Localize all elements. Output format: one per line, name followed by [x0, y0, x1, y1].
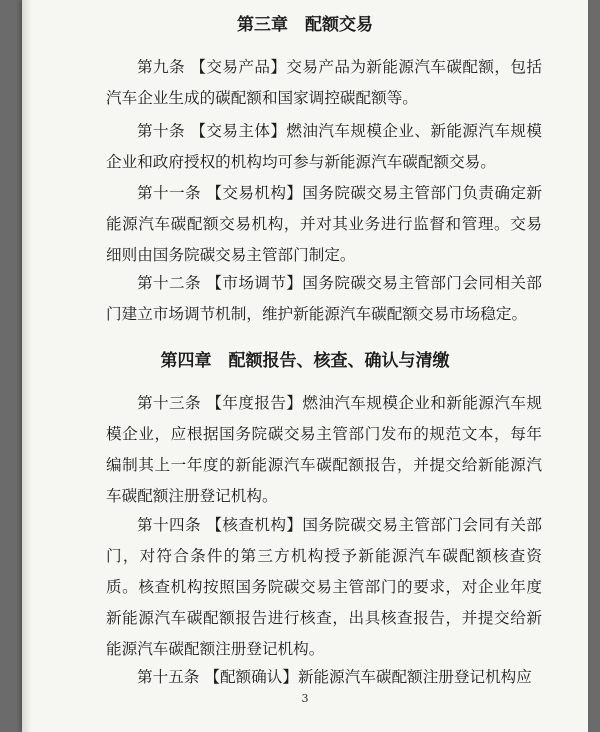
article-number: 第十一条 [137, 184, 201, 202]
article-label: 【市场调节】 [206, 274, 303, 292]
article-number: 第十四条 [137, 516, 201, 534]
article-text: 国务院碳交易主管部门会同相关部门建立市场调节机制，维护新能源汽车碳配额交易市场稳定。 [106, 274, 542, 323]
article-label: 【交易产品】 [190, 58, 287, 76]
article-text: 交易产品为新能源汽车碳配额，包括汽车企业生成的碳配额和国家调控碳配额等。 [106, 58, 542, 107]
article-text: 国务院碳交易主管部门负责确定新能源汽车碳配额交易机构，并对其业务进行监督和管理。交易细则由国务院碳交易主管部门制定。 [106, 184, 542, 264]
article-number: 第九条 [137, 58, 185, 76]
article-14 [106, 510, 542, 665]
article-10 [106, 116, 542, 178]
article-11 [106, 178, 542, 271]
article-label: 【交易机构】 [206, 184, 303, 202]
article-9 [106, 52, 542, 114]
page-number: 3 [301, 692, 309, 705]
chapter-4-heading: 第四章 配额报告、核查、确认与清缴 [160, 351, 450, 371]
article-label: 【配额确认】 [204, 668, 298, 686]
article-number: 第十条 [137, 122, 185, 140]
article-label: 【核查机构】 [206, 516, 303, 534]
article-label: 【交易主体】 [190, 122, 287, 140]
article-text: 新能源汽车碳配额注册登记机构应 [297, 668, 532, 686]
article-text: 燃油汽车规模企业、新能源汽车规模企业和政府授权的机构均可参与新能源汽车碳配额交易。 [106, 122, 542, 171]
chapter-3-heading: 第三章 配额交易 [237, 15, 373, 35]
article-text: 燃油汽车规模企业和新能源汽车规模企业，应根据国务院碳交易主管部门发布的规范文本，每年编制其上一年度的新能源汽车碳配额报告，并提交给新能源汽车碳配额注册登记机构。 [106, 394, 542, 505]
article-number: 第十二条 [137, 274, 201, 292]
article-number: 第十五条 [137, 668, 200, 686]
article-13 [106, 388, 542, 512]
article-15 [106, 662, 542, 693]
article-12 [106, 268, 542, 330]
article-number: 第十三条 [137, 394, 201, 412]
article-label: 【年度报告】 [206, 394, 303, 412]
article-text: 国务院碳交易主管部门会同有关部门，对符合条件的第三方机构授予新能源汽车碳配额核查资质。核查机构按照国务院碳交易主管部门的要求，对企业年度新能源汽车碳配额报告进行核查，出具核查报告，并提交给新能源汽车碳配额注册登记机构。 [106, 516, 542, 658]
document-page [22, 0, 588, 732]
